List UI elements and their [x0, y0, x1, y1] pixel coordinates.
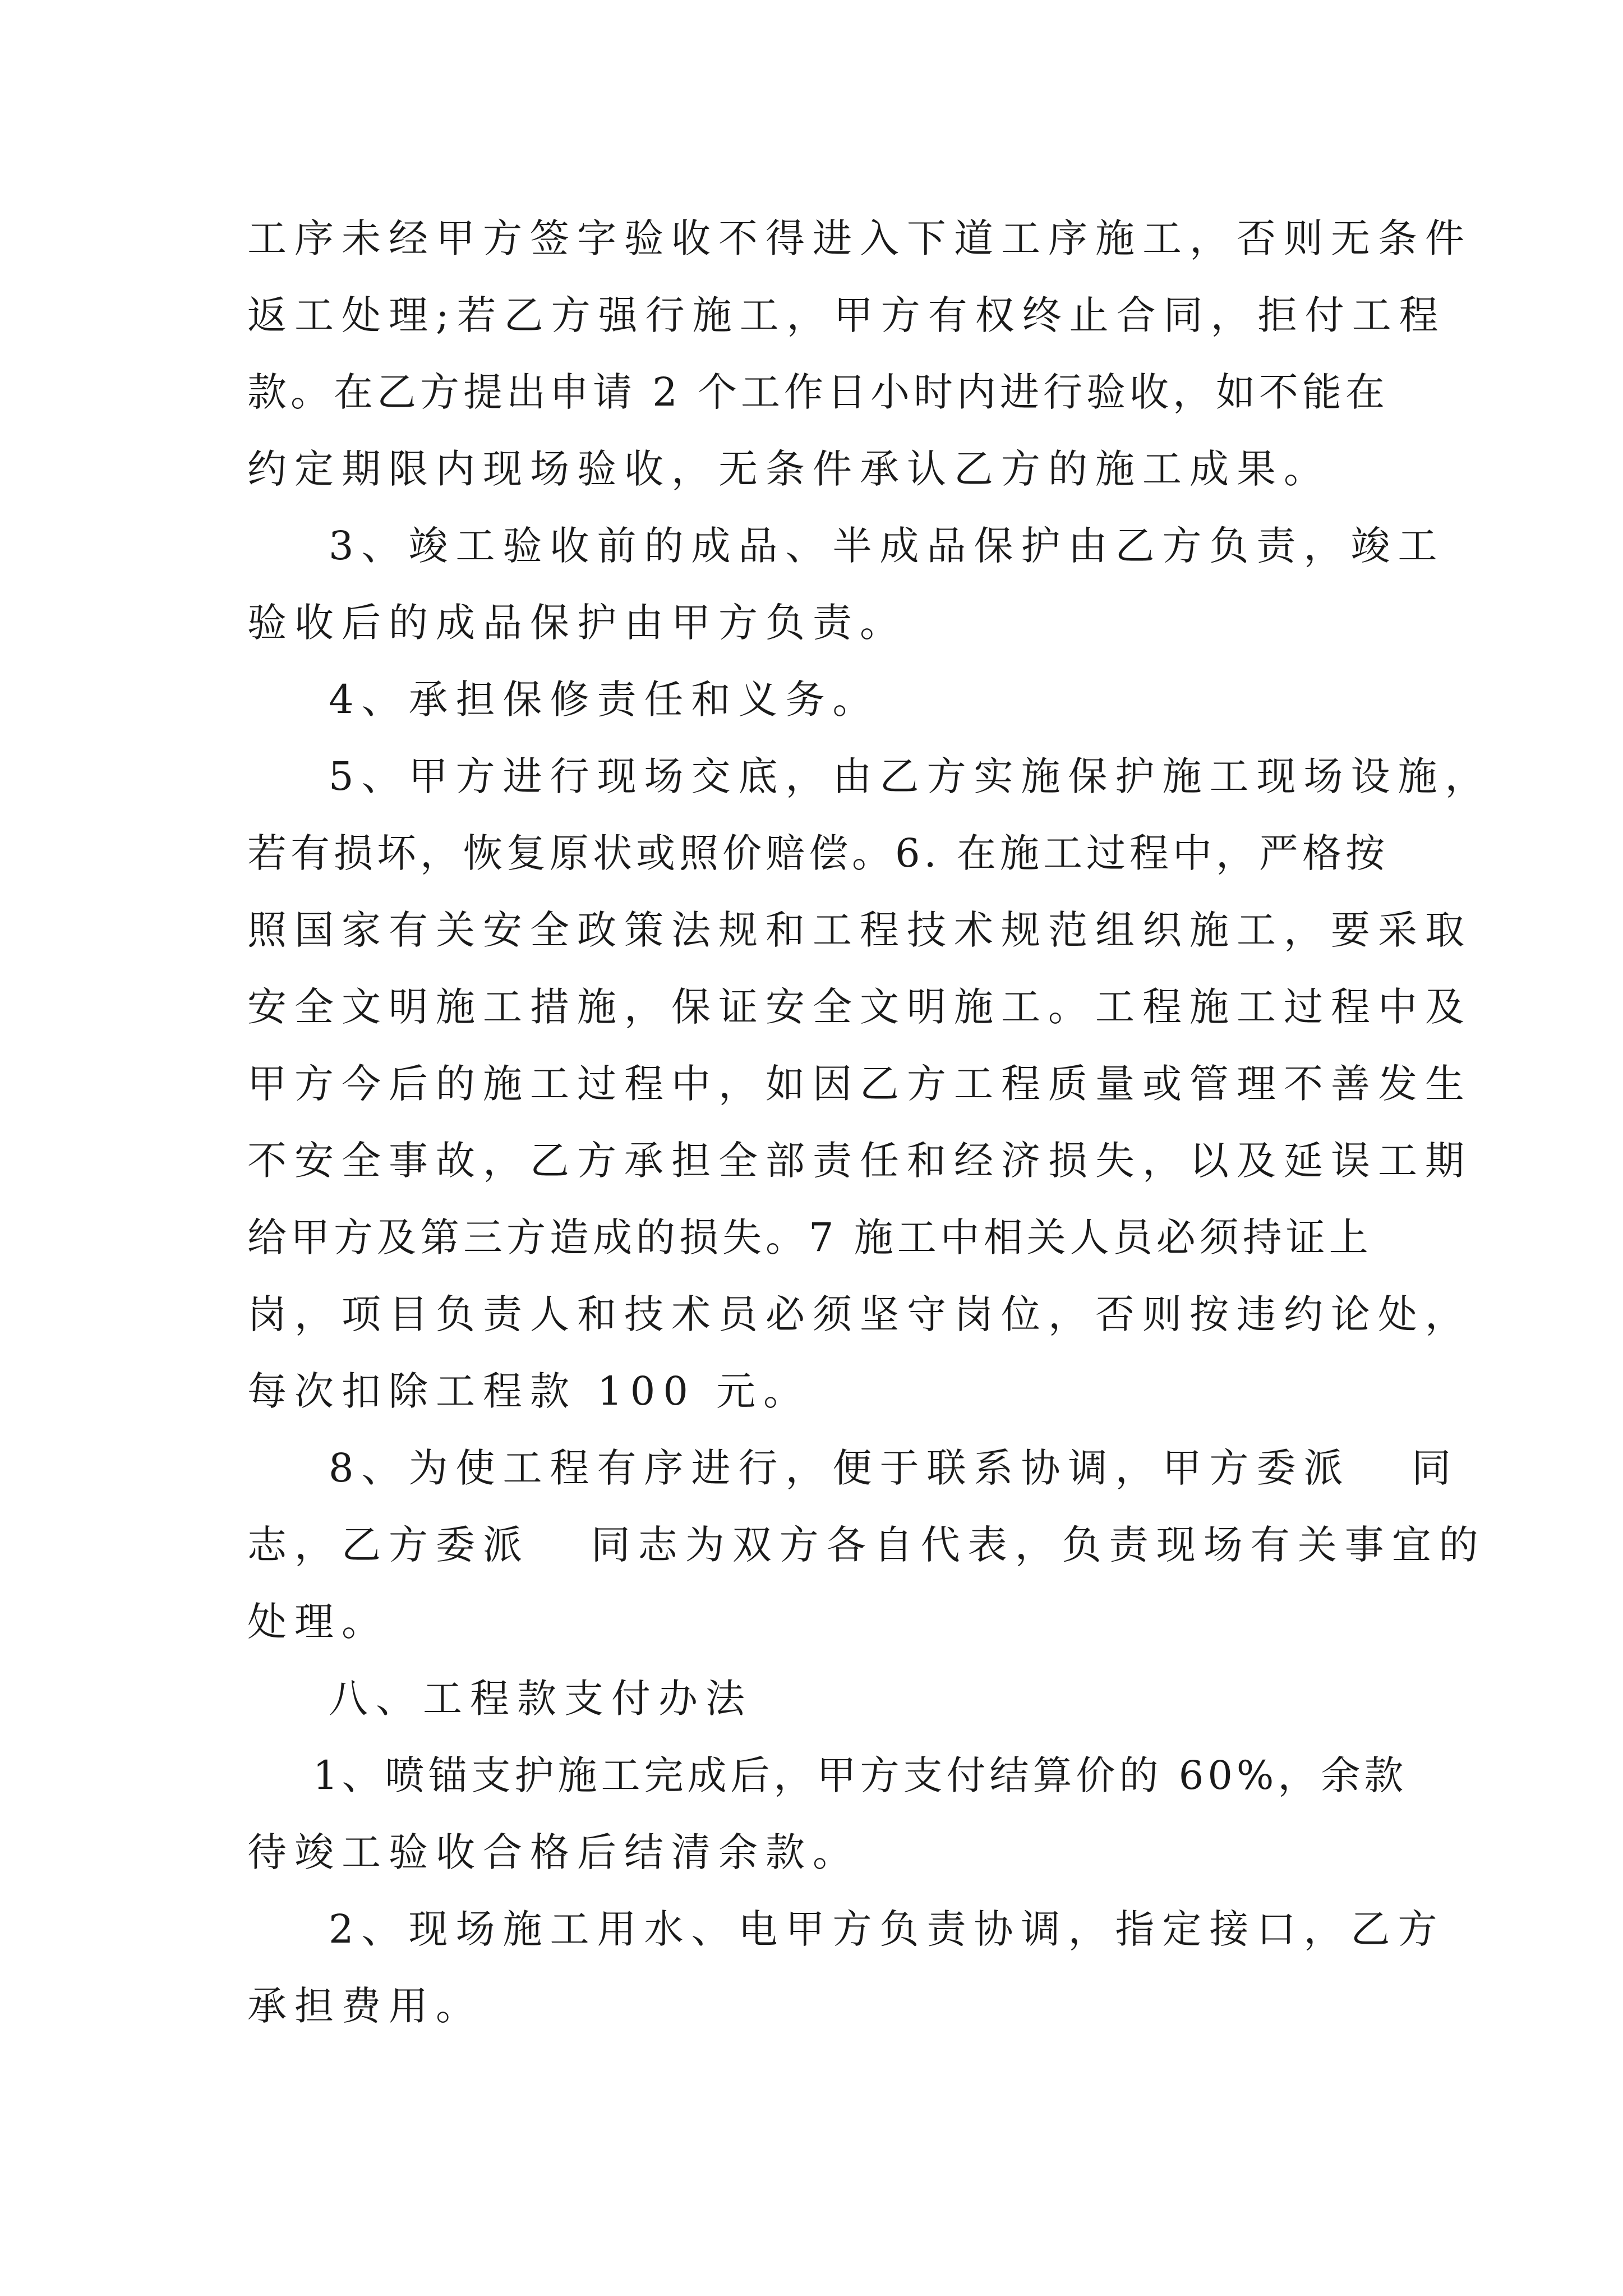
text-line: 给甲方及第三方造成的损失。7 施工中相关人员必须持证上 [247, 1214, 1372, 1260]
text-line: 安全文明施工措施，保证安全文明施工。工程施工过程中及 [247, 984, 1472, 1030]
document-body [247, 200, 1492, 2045]
text-line: 5、甲方进行现场交底，由乙方实施保护施工现场设施， [247, 753, 1492, 799]
text-line: 待竣工验收合格后结清余款。 [247, 1829, 860, 1875]
text-line: 岗，项目负责人和技术员必须坚守岗位，否则按违约论处， [247, 1291, 1472, 1337]
text-line: 款。在乙方提出申请 2 个工作日小时内进行验收，如不能在 [247, 369, 1389, 415]
section-heading: 八、工程款支付办法 [247, 1676, 753, 1722]
text-line: 返工处理;若乙方强行施工，甲方有权终止合同，拒付工程 [247, 292, 1446, 338]
text-line: 8、为使工程有序进行，便于联系协调，甲方委派 同 [247, 1445, 1459, 1491]
text-line: 3、竣工验收前的成品、半成品保护由乙方负责，竣工 [247, 523, 1445, 569]
text-line: 工序未经甲方签字验收不得进入下道工序施工，否则无条件 [247, 215, 1472, 261]
text-line: 4、承担保修责任和义务。 [247, 677, 880, 723]
text-line: 承担费用。 [247, 1983, 483, 2029]
text-line: 每次扣除工程款 100 元。 [247, 1368, 811, 1414]
text-line: 若有损坏，恢复原状或照价赔偿。6. 在施工过程中，严格按 [247, 830, 1389, 876]
text-line: 志，乙方委派 同志为双方各自代表，负责现场有关事宜的 [247, 1522, 1486, 1568]
text-line: 不安全事故，乙方承担全部责任和经济损失，以及延误工期 [247, 1138, 1472, 1184]
text-line: 处理。 [247, 1599, 389, 1645]
text-line: 照国家有关安全政策法规和工程技术规范组织施工，要采取 [247, 907, 1472, 953]
text-line: 验收后的成品保护由甲方负责。 [247, 600, 907, 646]
text-line: 2、现场施工用水、电甲方负责协调，指定接口，乙方 [247, 1906, 1445, 1952]
text-line: 约定期限内现场验收，无条件承认乙方的施工成果。 [247, 446, 1331, 492]
text-line: 甲方今后的施工过程中，如因乙方工程质量或管理不善发生 [247, 1061, 1472, 1107]
text-line: 1、喷锚支护施工完成后，甲方支付结算价的 60%，余款 [247, 1752, 1408, 1798]
